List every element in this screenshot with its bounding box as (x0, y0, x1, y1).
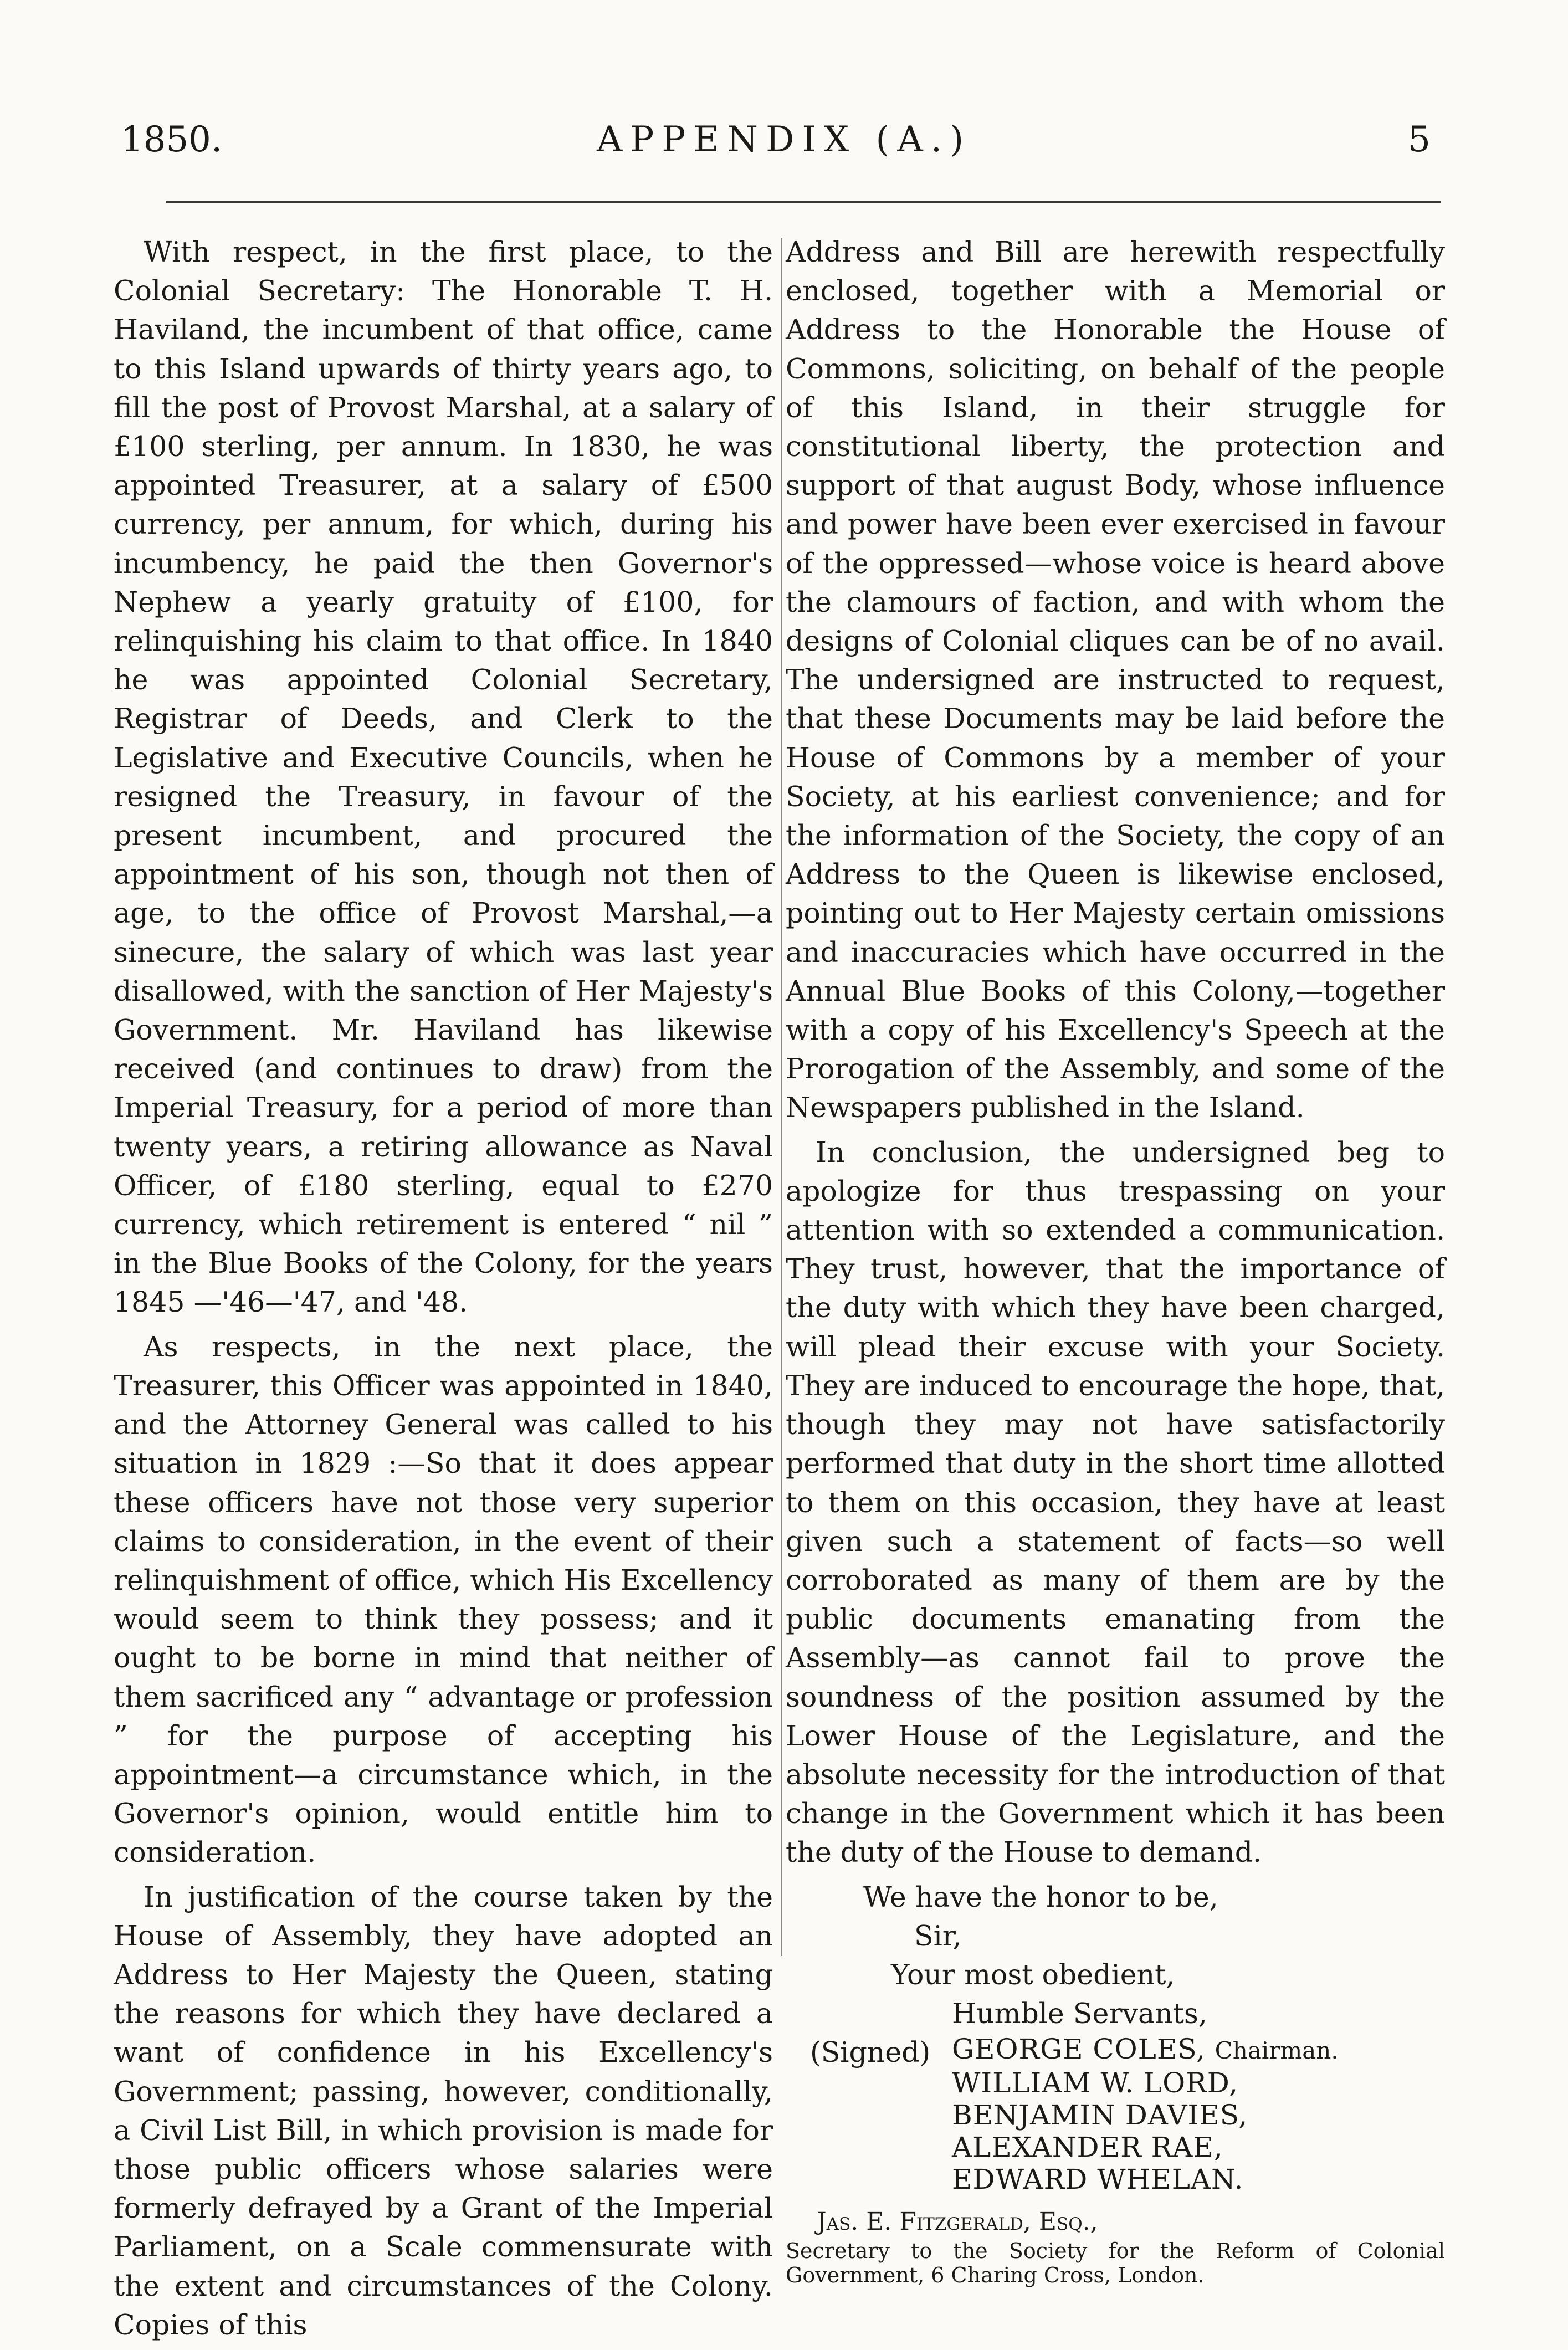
paragraph-conclusion: In conclusion, the undersigned beg to apologize for thus trespassing on your attention with so extended a communication. They trust, however, that the importance of the duty with which they have been charged, will plead their excuse with your Society. They are induced to encourage the hope, that, though they may not have satisfactorily performed that duty in the short time allotted to them on this occasion, they have at least given such a statement of facts—so well corroborated as many of them are by the public documents emanating from the Assembly—as cannot fail to prove the soundness of the position assumed by the Lower House of the Legislature, and the absolute necessity for the introduction of that change in the Government which it has been the duty of the House to demand. (786, 1135, 1445, 1869)
signatory: WILLIAM W. LORD, (952, 2067, 1238, 2100)
signatory: BENJAMIN DAVIES, (952, 2099, 1248, 2132)
right-column (786, 233, 1445, 2287)
closing-line: Your most obedient, (891, 1958, 1175, 1991)
page-header (0, 119, 1568, 169)
signatory: EDWARD WHELAN. (952, 2163, 1244, 2196)
signed-label: (Signed) (810, 2036, 931, 2069)
addressee-title: Secretary to the Society for the Reform of Colonial Government, 6 Charing Cross, London. (786, 2239, 1445, 2288)
closing (786, 1878, 1445, 2034)
paragraph-treasurer: As respects, in the next place, the Treasurer, this Officer was appointed in 1840, and the Attorney General was called to his situation in 1829 :—So that it does appear these officers have not those very superior claims to consideration, in the event of their relinquishment of office, which His Excellency would seem to think they possess; and it ought to be borne in mind that neither of them sacrificed any “ advantage or profession ” for the purpose of accepting his appointment—a circumstance which, in the Governor's opinion, would entitle him to consideration. (114, 1330, 773, 1869)
signatory-list (952, 2033, 1445, 2195)
closing-salutation: Sir, (914, 1919, 962, 1952)
page-number: 5 (1408, 119, 1431, 160)
signatory-role: Chairman. (1215, 2037, 1339, 2065)
paragraph-colonial-secretary: With respect, in the first place, to the Colonial Secretary: The Honorable T. H. Haviland, the incumbent of that office, came to this Island upwards of thirty years ago, to fill the post of Provost Marshal, at a salary of £100 sterling, per annum. In 1830, he was appointed Treasurer, at a salary of £500 currency, per annum, for which, during his incumbency, he paid the then Governor's Nephew a yearly gratuity of £100, for relinquishing his claim to that office. In 1840 he was appointed Colonial Secretary, Registrar of Deeds, and Clerk to the Legislative and Executive Councils, when he resigned the Treasury, in favour of the present incumbent, and procured the appointment of his son, though not then of age, to the office of Provost Marshal,—a sinecure, the salary of which was last year disallowed, with the sanction of Her Majesty's Government. Mr. Haviland has likewise received (and continues to draw) from the Imperial Treasury, for a period of more than twenty years, a retiring allowance as Naval Officer, of £180 sterling, equal to £270 currency, which retirement is entered “ nil ” in the Blue Books of the Colony, for the years 1845 —'46—'47, and '48. (114, 235, 773, 1319)
signatory: ALEXANDER RAE, (952, 2131, 1223, 2164)
header-title: APPENDIX (A.) (596, 119, 972, 160)
column-divider (781, 238, 782, 1956)
addressee-name: Jas. E. Fitzgerald, Esq., (817, 2208, 1098, 2236)
paragraph-justification: In justification of the course taken by the House of Assembly, they have adopted an Address to Her Majesty the Queen, stating the reasons for which they have declared a want of confidence in his Excellency's Government; passing, however, conditionally, a Civil List Bill, in which provision is made for those public officers whose salaries were formerly defrayed by a Grant of the Imperial Parliament, on a Scale commensurate with the extent and circumstances of the Colony. Copies of this (114, 1880, 773, 2341)
left-column (114, 233, 773, 2350)
signatory: GEORGE COLES, Chairman. (952, 2033, 1339, 2066)
header-rule (166, 201, 1441, 203)
paragraph-address-and-bill: Address and Bill are herewith respectfully enclosed, together with a Memorial or Address to the Honorable the House of Commons, soliciting, on behalf of the people of this Island, in their struggle for constitutional liberty, the protection and support of that august Body, whose influence and power have been ever exercised in favour of the oppressed—whose voice is heard above the clamours of faction, and with whom the designs of Colonial cliques can be of no avail. The undersigned are instructed to request, that these Documents may be laid before the House of Commons by a member of your Society, at his earliest convenience; and for the information of the Society, the copy of an Address to the Queen is likewise enclosed, pointing out to Her Majesty certain omissions and inaccuracies which have occurred in the Annual Blue Books of this Colony,—together with a copy of his Excellency's Speech at the Prorogation of the Assembly, and some of the Newspapers published in the Island. (786, 235, 1445, 1124)
closing-line: We have the honor to be, (863, 1880, 1218, 1913)
closing-line: Humble Servants, (952, 1997, 1207, 2030)
signature-block (786, 2033, 1445, 2195)
header-year: 1850. (121, 119, 223, 160)
